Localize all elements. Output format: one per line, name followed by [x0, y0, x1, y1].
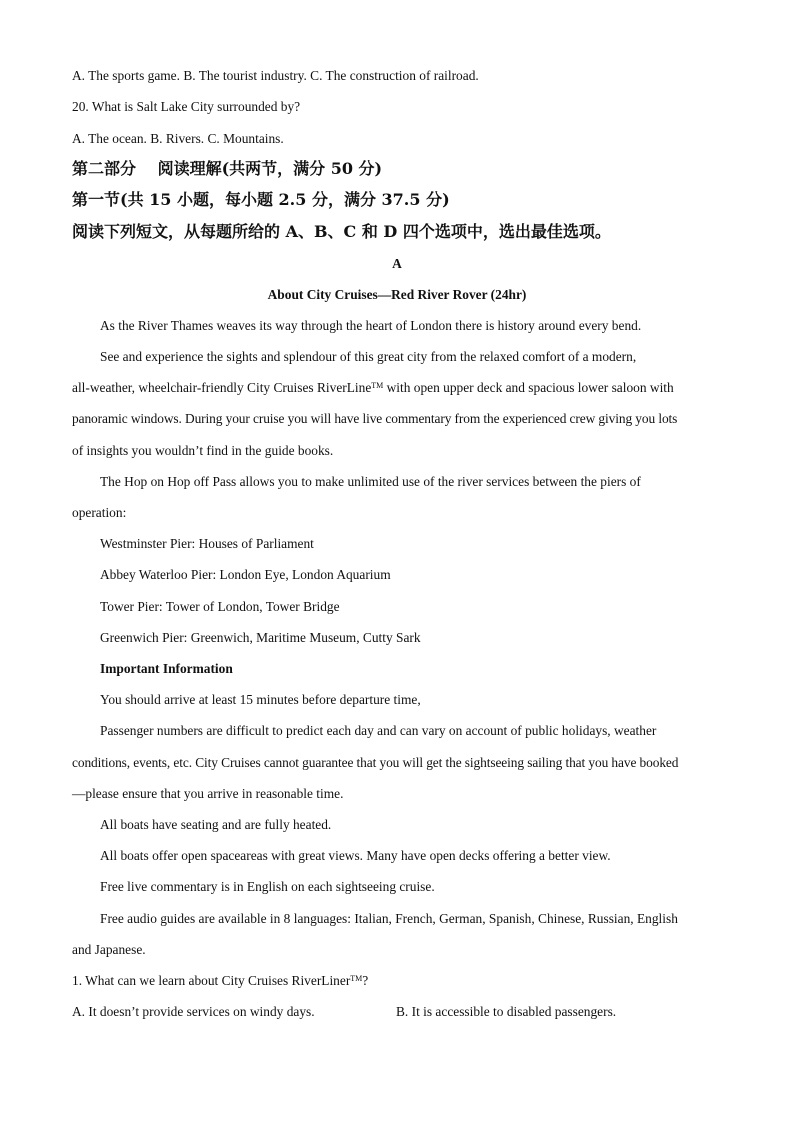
- important-information-heading: Important Information: [100, 661, 233, 676]
- paragraph-2-line-4: of insights you wouldn’t find in the guide books.: [72, 443, 334, 458]
- info-commentary: Free live commentary is in English on each sightseeing cruise.: [100, 879, 435, 894]
- passage-title: About City Cruises—Red River Rover (24hr): [267, 287, 527, 302]
- passage-label: A: [392, 256, 402, 271]
- pier-tower: Tower Pier: Tower of London, Tower Bridge: [100, 599, 340, 614]
- question-20: 20. What is Salt Lake City surrounded by?: [72, 99, 301, 114]
- reading-instructions: 阅读下列短文，从每题所给的 A、B、C 和 D 四个选项中，选出最佳选项。: [72, 222, 611, 241]
- question-1: 1. What can we learn about City Cruises RiverLiner™?: [72, 973, 369, 988]
- info-audio-guides-line-1: Free audio guides are available in 8 languages: Italian, French, German, Spanish, Chinese, Russian, English: [100, 911, 678, 926]
- trademark-mark: TM: [350, 974, 363, 983]
- pier-greenwich: Greenwich Pier: Greenwich, Maritime Museum, Cutty Sark: [100, 630, 421, 645]
- question-20-options: A. The ocean. B. Rivers. C. Mountains.: [72, 131, 284, 146]
- info-audio-guides-line-2: and Japanese.: [72, 942, 146, 957]
- question-1-option-a: A. It doesn’t provide services on windy days.: [72, 1004, 315, 1019]
- paragraph-2-line-2: all-weather, wheelchair-friendly City Cruises RiverLine™ with open upper deck and spacious lower saloon with: [72, 380, 674, 395]
- info-seating: All boats have seating and are fully heated.: [100, 817, 332, 832]
- question-1-option-b: B. It is accessible to disabled passengers.: [396, 1004, 617, 1019]
- pier-westminster: Westminster Pier: Houses of Parliament: [100, 536, 314, 551]
- paragraph-3-line-1: The Hop on Hop off Pass allows you to make unlimited use of the river services between the piers of: [100, 474, 641, 489]
- question-19-options: A. The sports game. B. The tourist industry. C. The construction of railroad.: [72, 68, 479, 83]
- pier-abbey-waterloo: Abbey Waterloo Pier: London Eye, London Aquarium: [100, 567, 391, 582]
- info-arrival: You should arrive at least 15 minutes before departure time,: [100, 692, 421, 707]
- paragraph-3-line-2: operation:: [72, 505, 127, 520]
- paragraph-2-line-1: See and experience the sights and splendour of this great city from the relaxed comfort of a modern,: [100, 349, 637, 364]
- part-two-heading: 第二部分 阅读理解(共两节，满分 50 分): [72, 159, 383, 178]
- paragraph-2-line-3: panoramic windows. During your cruise you will have live commentary from the experienced crew giving you lots: [72, 411, 678, 426]
- info-open-space: All boats offer open spaceareas with great views. Many have open decks offering a better view.: [100, 848, 611, 863]
- section-one-heading: 第一节(共 15 小题，每小题 2.5 分，满分 37.5 分): [72, 190, 450, 209]
- info-passenger-numbers-line-3: —please ensure that you arrive in reasonable time.: [72, 786, 344, 801]
- info-passenger-numbers-line-1: Passenger numbers are difficult to predict each day and can vary on account of public holidays, weather: [100, 723, 657, 738]
- trademark-mark: TM: [371, 381, 384, 390]
- paragraph-1: As the River Thames weaves its way through the heart of London there is history around every bend.: [100, 318, 642, 333]
- info-passenger-numbers-line-2: conditions, events, etc. City Cruises cannot guarantee that you will get the sightseeing sailing that you have booked: [72, 755, 679, 770]
